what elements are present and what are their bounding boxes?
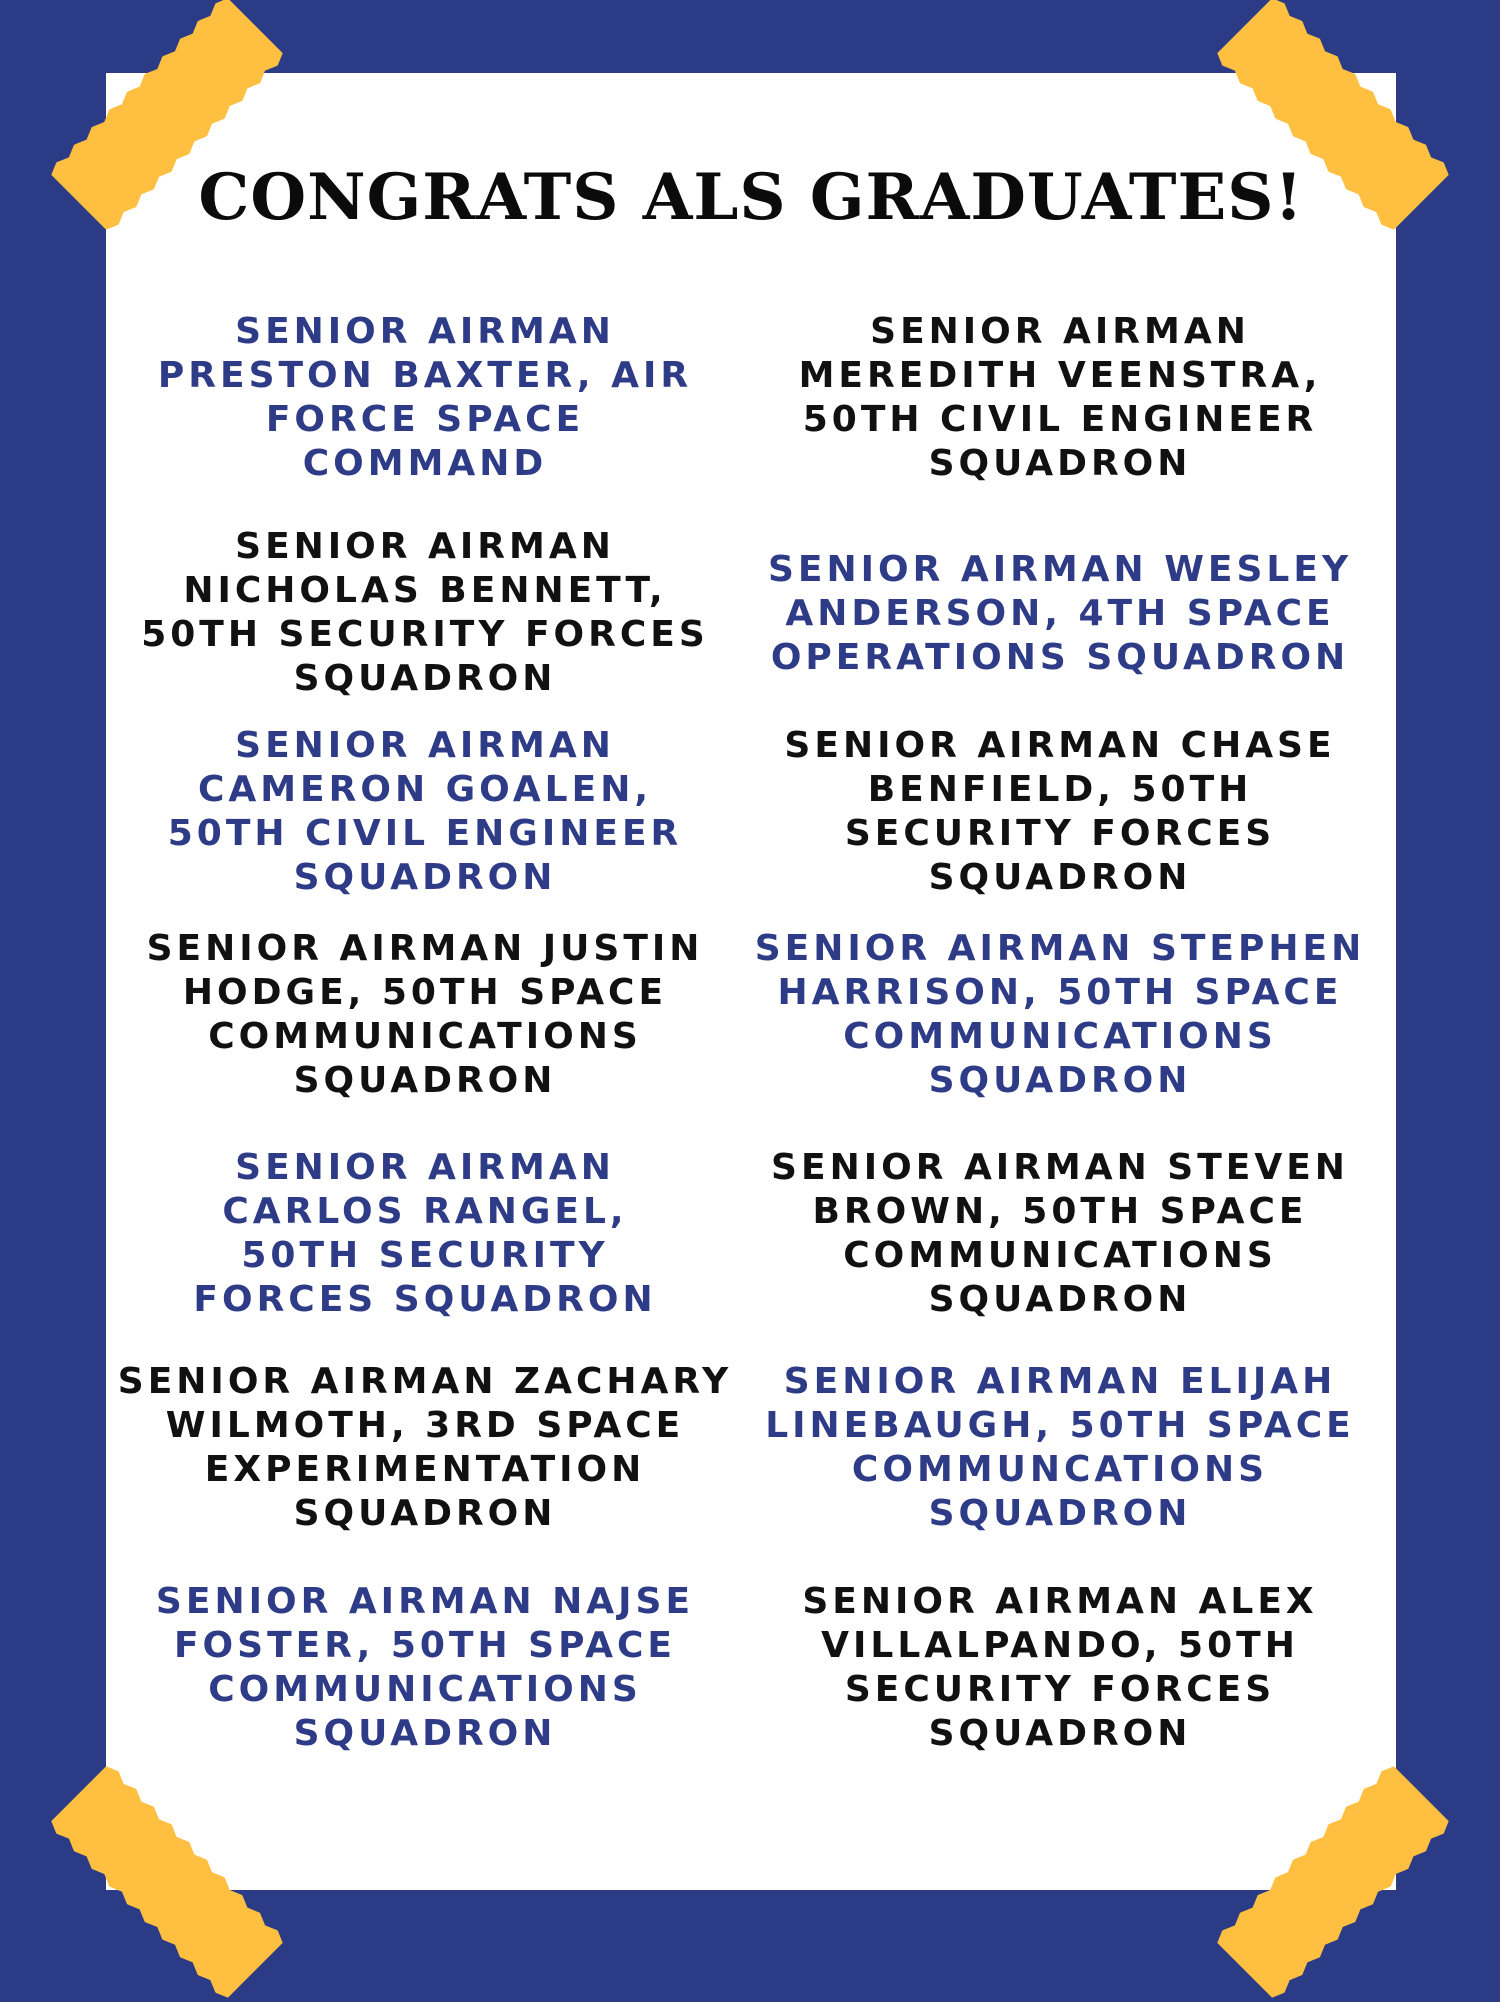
graduate-entry: SENIOR AIRMAN PRESTON BAXTER, AIR FORCE SPACE COMMAND bbox=[157, 311, 693, 484]
graduate-entry: SENIOR AIRMAN ELIJAH LINEBAUGH, 50TH SPACE COMMUNCATIONS SQUADRON bbox=[765, 1361, 1355, 1534]
graduate-entry: SENIOR AIRMAN NICHOLAS BENNETT, 50TH SECURITY FORCES SQUADRON bbox=[141, 526, 709, 699]
poster-title: CONGRATS ALS GRADUATES! bbox=[198, 160, 1304, 235]
graduate-entry: SENIOR AIRMAN CAMERON GOALEN, 50TH CIVIL ENGINEER SQUADRON bbox=[167, 725, 683, 898]
graduate-entry: SENIOR AIRMAN CARLOS RANGEL, 50TH SECURITY FORCES SQUADRON bbox=[193, 1147, 657, 1320]
graduate-entry: SENIOR AIRMAN CHASE BENFIELD, 50TH SECURITY FORCES SQUADRON bbox=[784, 725, 1336, 898]
graduate-entry: SENIOR AIRMAN STEPHEN HARRISON, 50TH SPACE COMMUNICATIONS SQUADRON bbox=[754, 928, 1366, 1101]
graduate-entry: SENIOR AIRMAN STEVEN BROWN, 50TH SPACE COMMUNICATIONS SQUADRON bbox=[771, 1147, 1349, 1320]
graduate-entry: SENIOR AIRMAN ALEX VILLALPANDO, 50TH SECURITY FORCES SQUADRON bbox=[802, 1581, 1318, 1754]
graduate-entry: SENIOR AIRMAN MEREDITH VEENSTRA, 50TH CIVIL ENGINEER SQUADRON bbox=[798, 311, 1322, 484]
graduate-entry: SENIOR AIRMAN JUSTIN HODGE, 50TH SPACE COMMUNICATIONS SQUADRON bbox=[146, 928, 704, 1101]
graduate-entry: SENIOR AIRMAN NAJSE FOSTER, 50TH SPACE COMMUNICATIONS SQUADRON bbox=[155, 1581, 695, 1754]
graduate-entry: SENIOR AIRMAN WESLEY ANDERSON, 4TH SPACE OPERATIONS SQUADRON bbox=[767, 549, 1353, 678]
graduate-entry: SENIOR AIRMAN ZACHARY WILMOTH, 3RD SPACE EXPERIMENTATION SQUADRON bbox=[117, 1361, 733, 1534]
